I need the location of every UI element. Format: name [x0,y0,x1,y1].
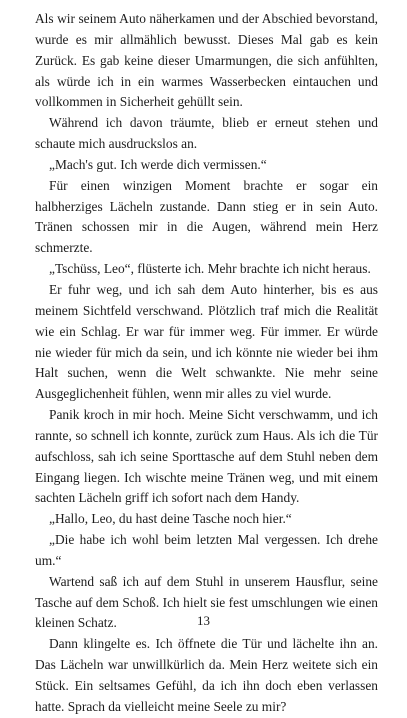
paragraph-3: „Mach's gut. Ich werde dich vermissen.“ [49,156,267,172]
paragraph-6: Er fuhr weg, und ich sah dem Auto hinterher, bis es aus meinem Sichtfeld verschwand. Plötzlich traf mich die Realität wie ein Schlag. Er war für immer weg. Für immer. Er würde nie wieder für mich da sein, und ich könnte nie wieder bei ihm Halt suchen, wenn die Welt schwankte. Nie mehr seine Ausgeglichenheit fühlen, wenn mir alles zu viel wurde. [35,281,378,402]
paragraph-10: Wartend saß ich auf dem Stuhl in unserem Hausflur, seine Tasche auf dem Schoß. Ich hielt sie fest umschlungen wie einen kleinen Schatz. [35,573,378,631]
paragraph-7: Panik kroch in mir hoch. Meine Sicht verschwamm, und ich rannte, so schnell ich konnte, zurück zum Haus. Als ich die Tür aufschloss, sah ich seine Sporttasche auf dem Stuhl neben dem Eingang liegen. Ich wischte meine Tränen weg, und mit einem sachten Lächeln griff ich sofort nach dem Handy. [35,407,378,506]
page-number: 13 [197,613,210,628]
paragraph-2: Während ich davon träumte, blieb er erneut stehen und schaute mich ausdruckslos an. [35,115,378,152]
paragraph-4: Für einen winzigen Moment brachte er sogar ein halbherziges Lächeln zustande. Dann stieg er in sein Auto. Tränen schossen mir in die Augen, während mein Herz schmerzte. [35,177,378,256]
paragraph-8: „Hallo, Leo, du hast deine Tasche noch hier.“ [49,511,292,527]
paragraph-9: „Die habe ich wohl beim letzten Mal vergessen. Ich drehe um.“ [35,532,378,568]
book-page-body [35,9,378,718]
paragraph-1: Als wir seinem Auto näherkamen und der Abschied bevorstand, wurde es mir allmählich bewusst. Dieses Mal gab es kein Zurück. Es gab keine dieser Umarmungen, die sich anfühlten, als würde ich in ein warmes Wasserbecken eintauchen und vollkommen in Sicherheit gehüllt sein. [35,11,378,110]
paragraph-11: Dann klingelte es. Ich öffnete die Tür und lächelte ihn an. Das Lächeln war unwillkürlich da. Mein Herz weitete sich ein Stück. Ein seltsames Gefühl, da ich ihn doch eben verlassen hatte. Sprach da vielleicht meine Seele zu mir? [35,636,378,714]
paragraph-5: „Tschüss, Leo“, flüsterte ich. Mehr brachte ich nicht heraus. [49,261,371,277]
